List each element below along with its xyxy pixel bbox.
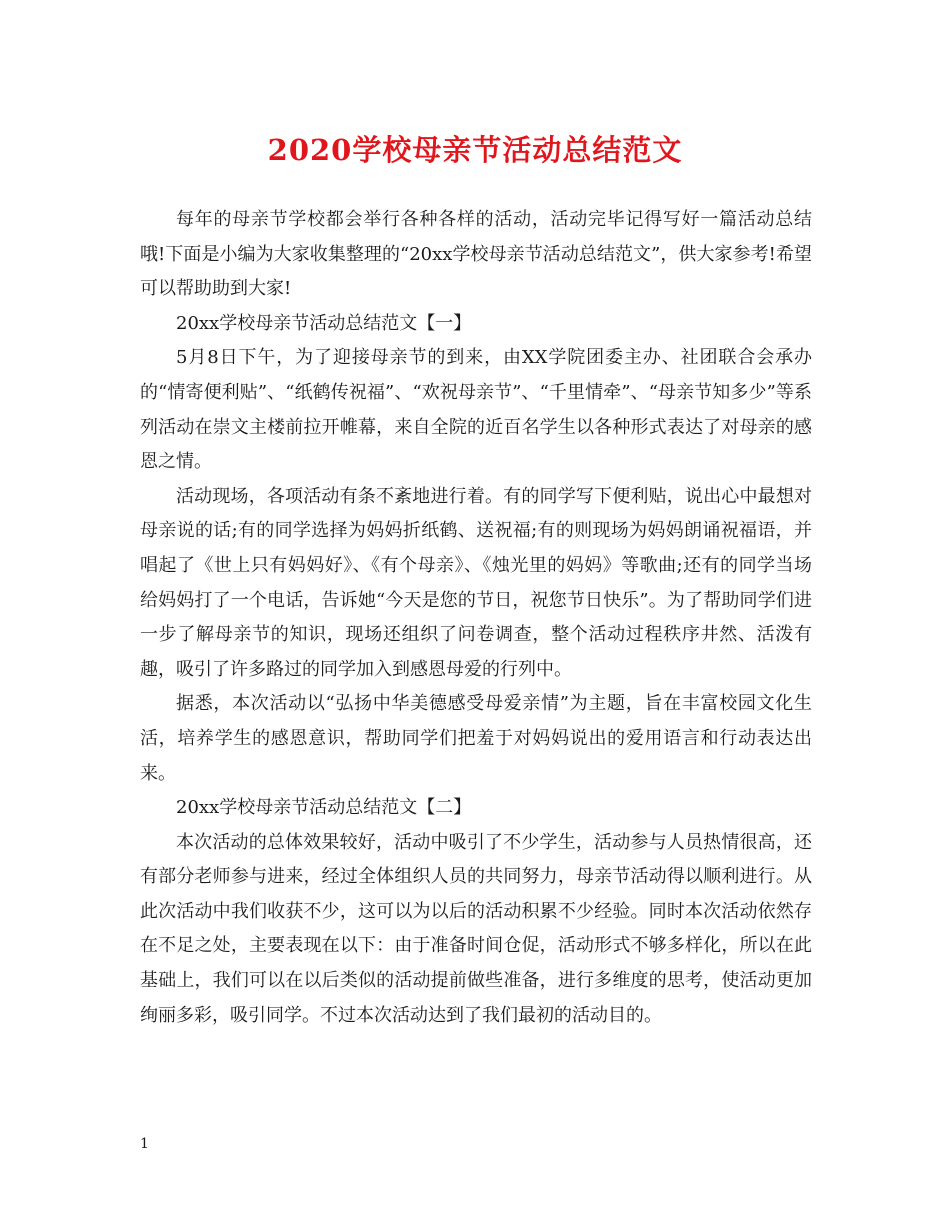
body-paragraph: 5月8日下午，为了迎接母亲节的到来，由XX学院团委主办、社团联合会承办的“情寄便利贴”、“纸鹤传祝福”、“欢祝母亲节”、“千里情牵”、“母亲节知多少”等系列活动在崇文主楼前拉开帷幕，来自全院的近百名学生以各种形式表达了对母亲的感恩之情。 — [140, 347, 812, 473]
page-number: 1 — [140, 1136, 149, 1152]
body-paragraph: 活动现场，各项活动有条不紊地进行着。有的同学写下便利贴，说出心中最想对母亲说的话;有的同学选择为妈妈折纸鹤、送祝福;有的则现场为妈妈朗诵祝福语，并唱起了《世上只有妈妈好》、《有个母亲》、《烛光里的妈妈》等歌曲;还有的同学当场给妈妈打了一个电话，告诉她“今天是您的节日，祝您节日快乐”。为了帮助同学们进一步了解母亲节的知识，现场还组织了问卷调查，整个活动过程秩序井然、活泼有趣，吸引了许多路过的同学加入到感恩母爱的行列中。 — [140, 485, 812, 680]
intro-paragraph: 每年的母亲节学校都会举行各种各样的活动，活动完毕记得写好一篇活动总结哦!下面是小编为大家收集整理的“20xx学校母亲节活动总结范文”，供大家参考!希望可以帮助助到大家! — [140, 209, 812, 300]
body-paragraph: 本次活动的总体效果较好，活动中吸引了不少学生，活动参与人员热情很高，还有部分老师参与进来，经过全体组织人员的共同努力，母亲节活动得以顺利进行。从此次活动中我们收获不少，这可以为以后的活动积累不少经验。同时本次活动依然存在不足之处，主要表现在以下：由于准备时间仓促，活动形式不够多样化，所以在此基础上，我们可以在以后类似的活动提前做些准备，进行多维度的思考，使活动更加绚丽多彩，吸引同学。不过本次活动达到了我们最初的活动目的。 — [140, 831, 812, 1026]
body-paragraph: 据悉，本次活动以“弘扬中华美德感受母爱亲情”为主题，旨在丰富校园文化生活，培养学生的感恩意识，帮助同学们把羞于对妈妈说出的爱用语言和行动表达出来。 — [140, 693, 812, 784]
section-heading-two: 20xx学校母亲节活动总结范文【二】 — [176, 797, 472, 819]
document-body — [140, 203, 812, 1033]
section-heading-one: 20xx学校母亲节活动总结范文【一】 — [176, 312, 472, 334]
document-title: 2020学校母亲节活动总结范文 — [267, 133, 683, 167]
